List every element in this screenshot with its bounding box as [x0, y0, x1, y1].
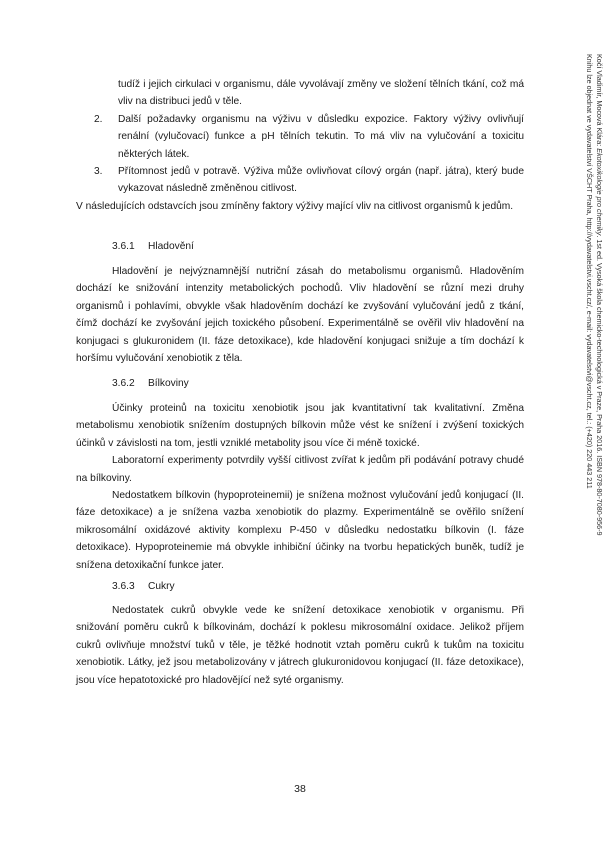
sidenote-line-2: Knihu lze objednat ve vydavatelství VŠCHT Praha, http://vydavatelstvi.vscht.cz/, e-mail: vydavatelstvi@vscht.cz, tel.: (+420) 220 443 211 [585, 54, 594, 489]
list-item-number: 3. [94, 166, 103, 178]
section-body-hladoveni [76, 263, 524, 367]
section-number: 3.6.3 [112, 581, 135, 592]
section-body-cukry [76, 602, 524, 689]
paragraph: Nedostatek cukrů obvykle vede ke snížení detoxikace xenobiotik v organismu. Při snižování poměru cukrů k bílkovinám, dochází k poklesu mikrosomální oxidace. Jelikož příjem cukrů ovlivňuje množství tuků v těle, je těžké hodnotit vztah poměru cukrů k tukům na toxicitu xenobiotik. Látky, jež jsou metabolizovány v játrech glukuronidovou konjugací (II. fáze detoxikace), jsou více hepatotoxické pro hladovějící než syté organismy. [76, 605, 524, 686]
sidenote-line-1: Kočí Vladimír, Mocová Klára: Ekotoxikologie pro chemiky. 1st ed. Vysoká škola chemicko-technologická v Praze, Praha 2016. ISBN 978-80-7080-956-9 [595, 54, 604, 536]
page-number: 38 [294, 783, 306, 795]
section-title: Cukry [148, 581, 175, 592]
list-item-text: Přítomnost jedů v potravě. Výživa může ovlivňovat cílový orgán (např. játra), který bude vykazovat následně změněnou citlivost. [118, 166, 524, 195]
list-item-1-continuation: tudíž i jejich cirkulaci v organismu, dále vyvolávají změny ve složení tělních tkání, což má vliv na distribuci jedů v těle. [118, 79, 524, 108]
copyright-sidenote [584, 54, 604, 536]
section-number: 3.6.2 [112, 378, 135, 389]
section-title: Bílkoviny [148, 378, 189, 389]
list-item-text: Další požadavky organismu na výživu v důsledku expozice. Faktory výživy ovlivňují renální (vylučovací) funkce a pH tělních tekutin. To má vliv na vylučování a toxicitu některých látek. [118, 113, 524, 160]
section-title: Hladovění [148, 241, 194, 252]
paragraph: Laboratorní experimenty potvrdily vyšší citlivost zvířat k jedům při podávání potravy chudé na bílkoviny. [76, 455, 524, 484]
section-heading-cukry [112, 581, 175, 592]
list-item-number: 2. [94, 113, 103, 125]
list-item [76, 163, 524, 198]
factor-list [76, 111, 524, 198]
paragraph: Účinky proteinů na toxicitu xenobiotik jsou jak kvantitativní tak kvalitativní. Změna metabolismu xenobiotik snížením dostupných bílkovin může vést ke snížení i zvýšení toxických účinků v závislosti na tom, jestli vzniklé metabolity jsou více či méně toxické. [76, 403, 524, 449]
section-body-bilkoviny [76, 400, 524, 574]
section-heading-bilkoviny [112, 378, 189, 389]
list-continuation [76, 76, 524, 215]
section-number: 3.6.1 [112, 241, 135, 252]
section-heading-hladoveni [112, 241, 194, 252]
list-followup-paragraph: V následujících odstavcích jsou zmíněny faktory výživy mající vliv na citlivost organismů k jedům. [76, 200, 514, 212]
list-item [76, 111, 524, 163]
paragraph: Hladovění je nejvýznamnější nutriční zásah do metabolismu organismů. Hladověním dochází ke snižování intenzity metabolických pochodů. Vliv hladovění se různí mezi druhy organismů i pohlavími, obvykle však hladověním dochází ke zvyšování vylučování jedů z tkání, čímž dochází ke zvyšování jejich toxického působení. Experimentálně se ověřil vliv hladovění na konjugaci s glukuronidem (II. fáze detoxikace), kde hladovění konjugaci snižuje a tím dochází k horšímu vylučování xenobiotik z těla. [76, 266, 524, 365]
paragraph: Nedostatkem bílkovin (hypoproteinemii) je snížena možnost vylučování jedů konjugací (II. fáze detoxikace) a je snížena vazba xenobiotik do plazmy. Experimentálně se ověřilo snížení mikrosomální oxidázové aktivity komplexu P-450 v důsledku nedostatku bílkovin (I. fáze detoxikace). Hypoproteinemie má obvykle inhibiční účinky na tvorbu hepatických buněk, tudíž je snížena detoxikační funkce jater. [76, 490, 524, 571]
